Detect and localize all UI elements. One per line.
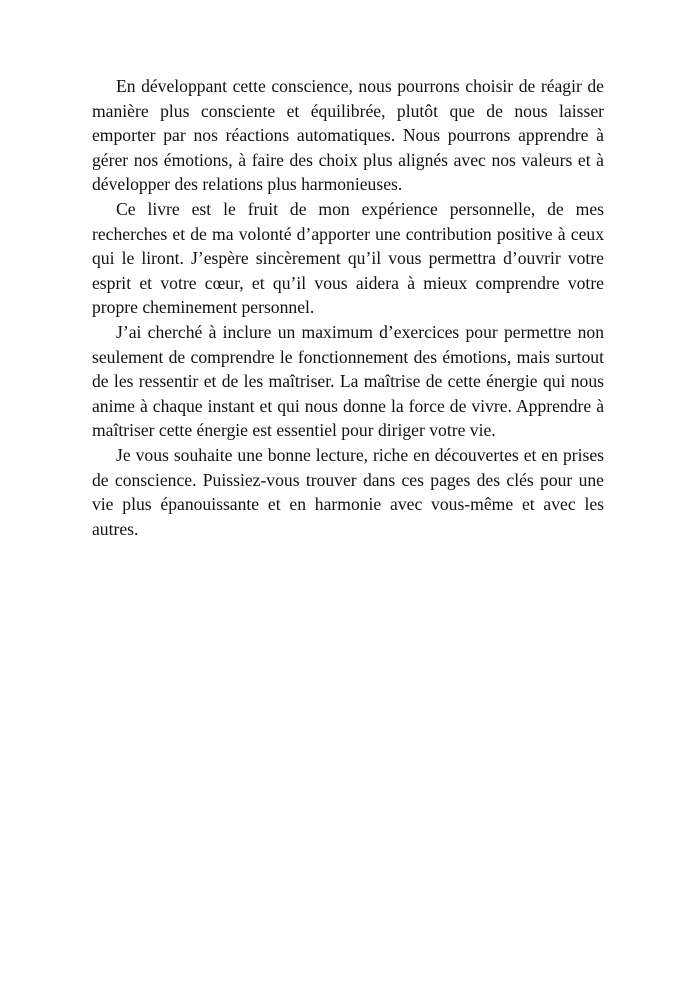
paragraph-4: Je vous souhaite une bonne lecture, riche en découvertes et en prises de conscience. Puissiez-vous trouver dans ces pages des clés pour une vie plus épanouissante et en harmonie avec vous-même et avec les autres.	[92, 444, 604, 539]
paragraph-2: Ce livre est le fruit de mon expérience personnelle, de mes recherches et de ma volonté d’apporter une contribution positive à ceux qui le liront. J’espère sincèrement qu’il vous permettra d’ouvrir votre esprit et votre cœur, et qu’il vous aidera à mieux comprendre votre propre cheminement personnel.	[92, 198, 604, 318]
paragraph-1: En développant cette conscience, nous pourrons choisir de réagir de manière plus consciente et équilibrée, plutôt que de nous laisser emporter par nos réactions automatiques. Nous pourrons apprendre à gérer nos émotions, à faire des choix plus alignés avec nos valeurs et à développer des relations plus harmonieuses.	[92, 76, 604, 195]
page-body	[92, 74, 604, 541]
paragraph-3: J’ai cherché à inclure un maximum d’exercices pour permettre non seulement de comprendre le fonctionnement des émotions, mais surtout de les ressentir et de les maîtriser. La maîtrise de cette énergie qui nous anime à chaque instant et qui nous donne la force de vivre. Apprendre à maîtriser cette énergie est essentiel pour diriger votre vie.	[92, 321, 604, 441]
